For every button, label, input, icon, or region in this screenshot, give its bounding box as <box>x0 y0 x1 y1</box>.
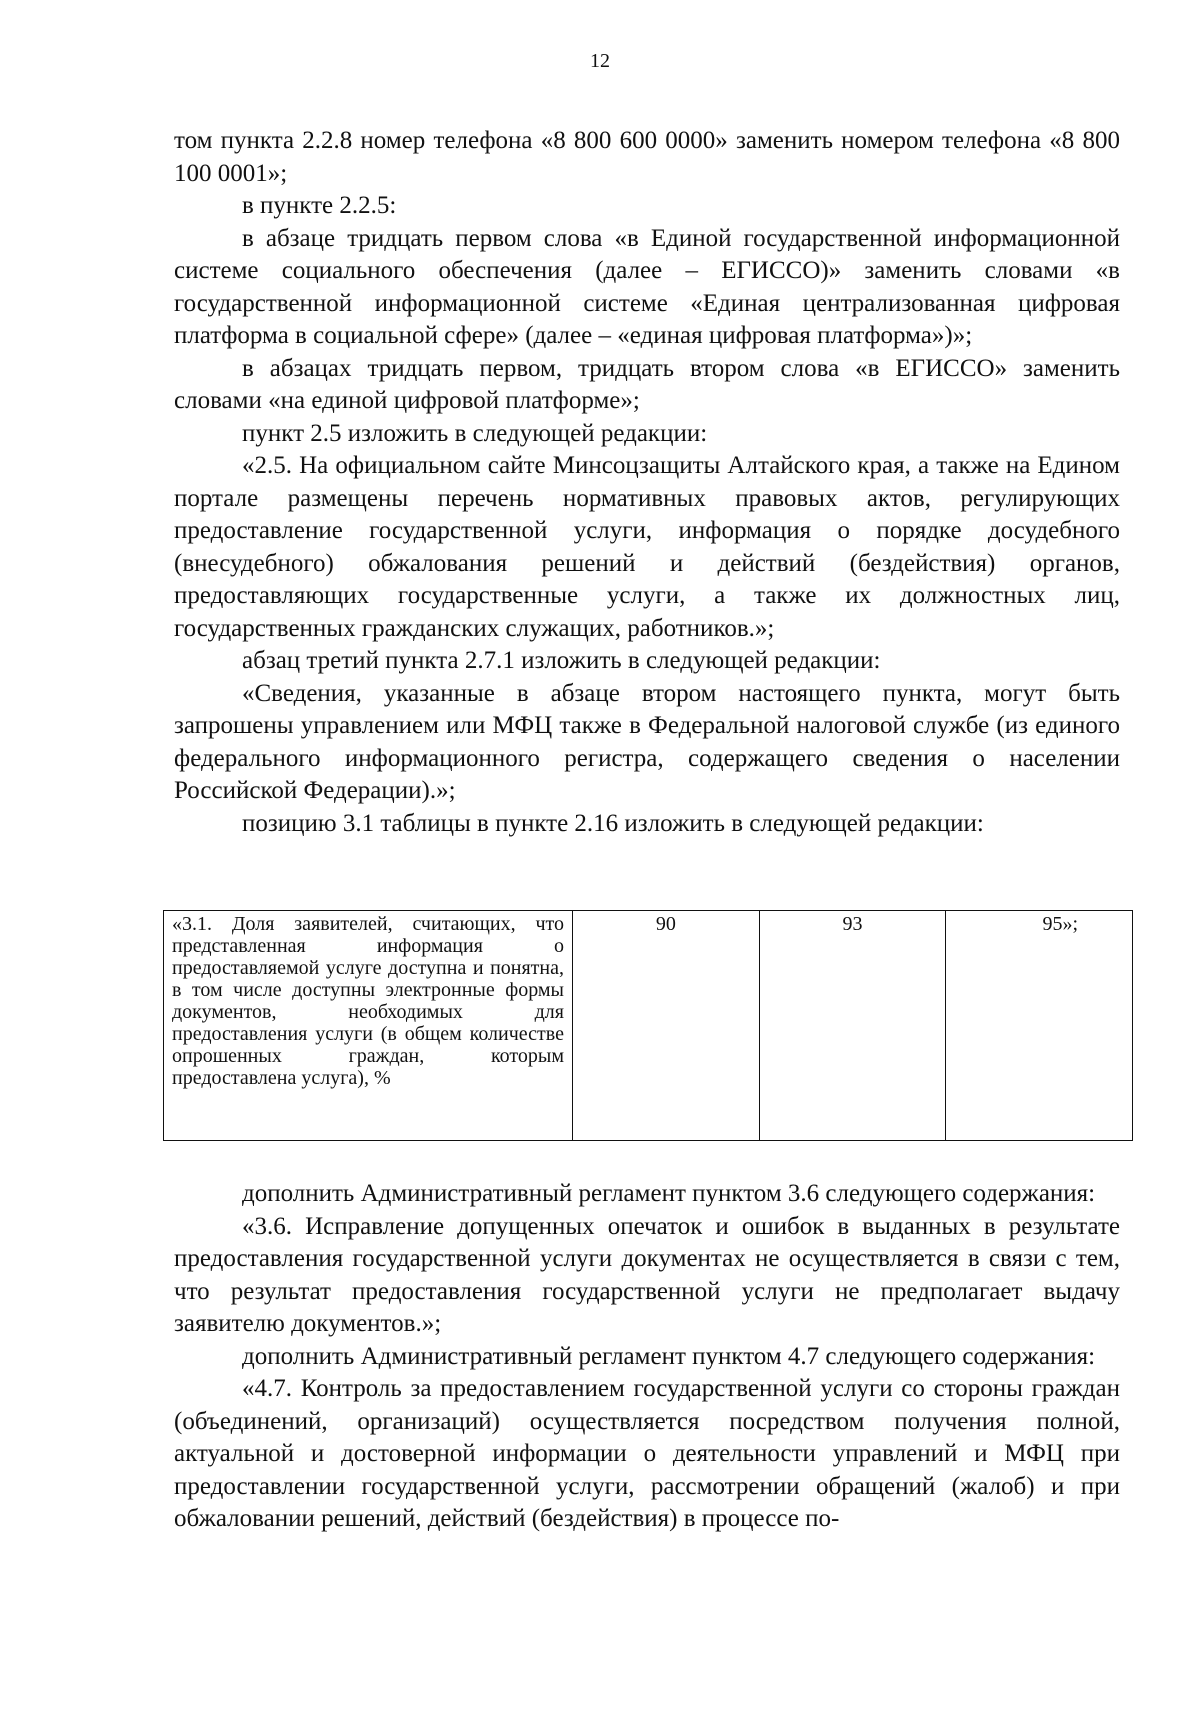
table-cell-description: «3.1. Доля заявителей, считающих, что представленная информация о предоставляемой услуге доступна и понятна, в том числе доступны электронные формы документов, необходимых для предоставления услуги (в общем количестве опрошенных граждан, которым предоставлена услуга), % <box>164 911 573 1141</box>
body-text-bottom <box>174 1178 1120 1536</box>
paragraph: дополнить Административный регламент пунктом 4.7 следующего содержания: <box>242 1342 1096 1370</box>
paragraph: дополнить Административный регламент пунктом 3.6 следующего содержания: <box>242 1180 1096 1207</box>
table-row <box>164 911 1133 1141</box>
paragraph: в абзацах тридцать первом, тридцать втором слова «в ЕГИССО» заменить словами «на единой цифровой платформе»; <box>174 354 1120 414</box>
paragraph: том пункта 2.2.8 номер телефона «8 800 600 0000» заменить номером телефона «8 800 100 0001»; <box>174 127 1120 187</box>
paragraph: «Сведения, указанные в абзаце втором настоящего пункта, могут быть запрошены управлением или МФЦ также в Федеральной налоговой службе (из единого федерального информационного регистра, содержащего сведения о населении Российской Федерации).»; <box>174 679 1120 804</box>
paragraph: «4.7. Контроль за предоставлением государственной услуги со стороны граждан (объединений, организаций) осуществляется посредством получения полной, актуальной и достоверной информации о деятельности управлений и МФЦ при предоставлении государственной услуги, рассмотрении обращений (жалоб) и при обжаловании решений, действий (бездействия) в процессе по- <box>174 1375 1120 1532</box>
table-cell-value: 90 <box>573 911 760 1141</box>
paragraph: в пункте 2.2.5: <box>242 192 397 219</box>
paragraph: «3.6. Исправление допущенных опечаток и ошибок в выданных в результате предоставления государственной услуги документах не осуществляется в связи с тем, что результат предоставления государственной услуги не предполагает выдачу заявителю документов.»; <box>174 1212 1120 1337</box>
paragraph: в абзаце тридцать первом слова «в Единой государственной информационной системе социального обеспечения (далее – ЕГИССО)» заменить словами «в государственной информационной системе «Единая централизованная цифровая платформа в социальной сфере» (далее – «единая цифровая платформа»)»; <box>174 224 1120 349</box>
paragraph: позицию 3.1 таблицы в пункте 2.16 изложить в следующей редакции: <box>242 809 984 837</box>
paragraph: абзац третий пункта 2.7.1 изложить в следующей редакции: <box>242 647 881 674</box>
position-table <box>163 910 1133 1141</box>
paragraph: «2.5. На официальном сайте Минсоцзащиты Алтайского края, а также на Едином портале размещены перечень нормативных правовых актов, регулирующих предоставление государственной услуги, информация о порядке досудебного (внесудебного) обжалования решений и действий (бездействия) органов, предоставляющих государственные услуги, а также их должностных лиц, государственных гражданских служащих, работников.»; <box>174 452 1120 642</box>
paragraph: пункт 2.5 изложить в следующей редакции: <box>242 419 708 447</box>
table-cell-value: 95»; <box>946 911 1133 1141</box>
table-cell-value: 93 <box>759 911 946 1141</box>
body-text-top <box>174 125 1120 840</box>
page-number: 12 <box>590 50 610 72</box>
